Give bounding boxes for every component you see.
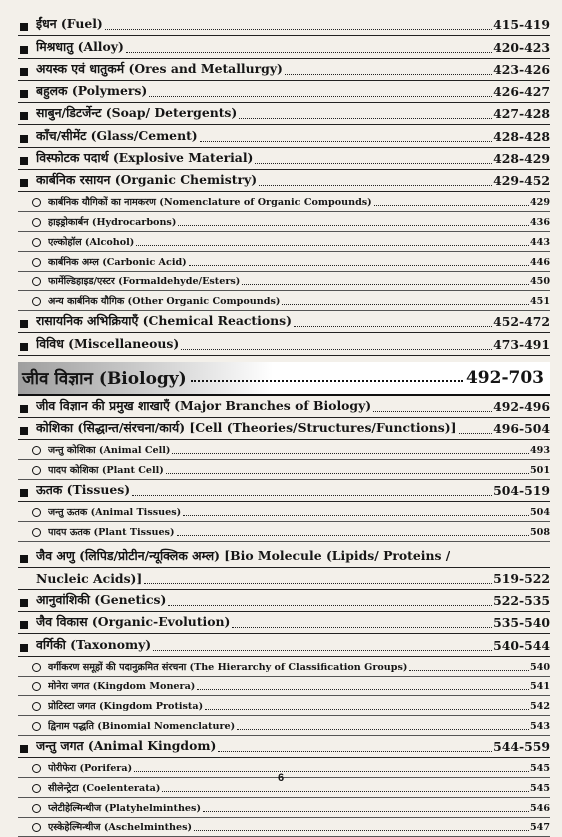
bullet-square-icon [20, 405, 36, 417]
leader-dots [194, 829, 529, 831]
bullet-circle-icon [32, 198, 48, 211]
entry-page: 542 [529, 701, 550, 713]
leader-dots [285, 73, 492, 75]
toc-subentry [18, 798, 550, 818]
toc-subentry [18, 522, 550, 542]
entry-title: साबुन/डिटर्जेन्ट (Soap/ Detergents) [36, 105, 238, 121]
entry-page: 450 [529, 276, 550, 288]
entry-title: वर्गिकी (Taxonomy) [36, 636, 152, 652]
entry-title: जैव विकास (Organic-Evolution) [36, 614, 231, 630]
toc-subentry [18, 716, 550, 736]
bullet-circle-icon [32, 663, 48, 676]
bullet-square-icon [20, 157, 36, 169]
leader-dots [132, 494, 492, 496]
toc-subentry [18, 272, 550, 292]
entry-page: 535-540 [493, 615, 550, 631]
entry-page: 427-428 [493, 106, 550, 122]
toc-subentry [18, 440, 550, 460]
bullet-square-icon [20, 135, 36, 147]
entry-title: जैव अणु (लिपिड/प्रोटीन/न्यूक्लिक अम्ल) [Bio Molecule (Lipids/ Proteins / [36, 547, 451, 563]
entry-title: कार्बनिक रसायन (Organic Chemistry) [36, 172, 258, 188]
toc-entry [18, 14, 550, 36]
entry-page: 504-519 [493, 483, 550, 499]
leader-dots [183, 514, 529, 516]
leader-dots [239, 117, 492, 119]
entry-title: विविध (Miscellaneous) [36, 335, 180, 351]
toc-subentry [18, 232, 550, 252]
entry-title: बहुलक (Polymers) [36, 83, 148, 99]
bullet-square-icon [20, 320, 36, 332]
entry-title: अन्य कार्बनिक यौगिक (Other Organic Compounds) [48, 296, 281, 308]
leader-dots [203, 810, 529, 812]
entry-title: कार्बनिक यौगिकों का नामकरण (Nomenclature of Organic Compounds) [48, 197, 372, 209]
toc-subentry [18, 460, 550, 480]
leader-dots [168, 604, 492, 606]
entry-page: 547 [529, 822, 550, 834]
entry-page: 429-452 [493, 173, 550, 189]
leader-dots [166, 472, 529, 474]
toc-entry [18, 81, 550, 103]
bullet-square-icon [20, 745, 36, 757]
bullet-square-icon [20, 46, 36, 58]
toc-entry [18, 125, 550, 147]
entry-page: 540-544 [493, 637, 550, 653]
entry-title: ईंधन (Fuel) [36, 16, 103, 32]
entry-page: 496-504 [493, 421, 550, 437]
bullet-square-icon [20, 599, 36, 611]
toc-subentry [18, 502, 550, 522]
entry-page: 423-426 [493, 61, 550, 77]
leader-dots [178, 224, 529, 226]
toc-entry [18, 311, 550, 333]
entry-page: 429 [529, 197, 550, 209]
entry-title: पादप ऊतक (Plant Tissues) [48, 526, 175, 538]
bullet-square-icon [20, 112, 36, 124]
entry-page: 519-522 [493, 570, 550, 586]
bullet-circle-icon [32, 804, 48, 817]
toc-subentry [18, 192, 550, 212]
toc-entry [18, 103, 550, 125]
entry-title: फार्मेल्डिहाइड/एस्टर (Formaldehyde/Esters) [48, 276, 241, 288]
bullet-circle-icon [32, 508, 48, 521]
leader-dots [200, 140, 492, 142]
leader-dots [218, 750, 492, 752]
bullet-square-icon [20, 621, 36, 633]
entry-page: 543 [529, 720, 550, 732]
entry-title: Nucleic Acids)] [36, 570, 143, 586]
toc-entry [18, 612, 550, 634]
section-heading [18, 362, 550, 396]
bullet-circle-icon [32, 238, 48, 251]
entry-title: पादप कोशिका (Plant Cell) [48, 464, 164, 476]
leader-dots [189, 264, 529, 266]
entry-title: मिश्रधातु (Alloy) [36, 38, 124, 54]
entry-title: एल्कोहॉल (Alcohol) [48, 236, 135, 248]
entry-page: 436 [529, 216, 550, 228]
bullet-circle-icon [32, 258, 48, 271]
entry-page: 428-428 [493, 128, 550, 144]
entry-page: 545 [529, 782, 550, 794]
bullet-circle-icon [32, 218, 48, 231]
entry-page: 428-429 [493, 151, 550, 167]
toc-subentry [18, 212, 550, 232]
entry-title: ऊतक (Tissues) [36, 482, 131, 498]
entry-title: आनुवांशिकी (Genetics) [36, 592, 167, 608]
bullet-circle-icon [32, 446, 48, 459]
toc-entry [18, 480, 550, 502]
entry-page: 426-427 [493, 84, 550, 100]
entry-title: जन्तु ऊतक (Animal Tissues) [48, 507, 182, 519]
toc-entry [18, 148, 550, 170]
bullet-square-icon [20, 427, 36, 439]
bullet-square-icon [20, 343, 36, 355]
leader-dots [136, 244, 529, 246]
entry-title: जन्तु कोशिका (Animal Cell) [48, 445, 171, 457]
bullet-square-icon [20, 90, 36, 102]
entry-title: पोरीफेरा (Porifera) [48, 763, 133, 774]
toc-subentry [18, 291, 550, 311]
entry-page: 545 [529, 763, 550, 774]
bullet-square-icon [20, 644, 36, 656]
toc-entry [18, 590, 550, 612]
entry-page: 522-535 [493, 593, 550, 609]
leader-dots [191, 379, 463, 382]
entry-title: हाइड्रोकार्बन (Hydrocarbons) [48, 216, 177, 228]
entry-title: मोनेरा जगत (Kingdom Monera) [48, 681, 196, 693]
leader-dots [197, 688, 529, 690]
bullet-circle-icon [32, 297, 48, 310]
entry-title: प्रोटिस्टा जगत (Kingdom Protista) [48, 701, 204, 713]
leader-dots [105, 28, 492, 30]
entry-title: रासायनिक अभिक्रियाएँ (Chemical Reactions) [36, 313, 292, 329]
toc-entry [18, 59, 550, 81]
bullet-circle-icon [32, 784, 48, 797]
entry-title: कोशिका (सिद्धान्त/संरचना/कार्य) [Cell (Theories/Structures/Functions)] [36, 420, 457, 436]
leader-dots [374, 204, 529, 206]
entry-page: 473-491 [493, 336, 550, 352]
entry-page: 546 [529, 802, 550, 814]
entry-page: 540 [529, 661, 550, 673]
entry-title: जीव विज्ञान की प्रमुख शाखाएँ (Major Branches of Biology) [36, 398, 372, 414]
bullet-square-icon [20, 555, 36, 567]
toc-subentry [18, 696, 550, 716]
leader-dots [177, 534, 529, 536]
toc-subentry [18, 818, 550, 837]
entry-page: 544-559 [493, 739, 550, 755]
leader-dots [144, 582, 492, 584]
leader-dots [255, 162, 492, 164]
bullet-circle-icon [32, 823, 48, 836]
leader-dots [242, 283, 529, 285]
entry-title: द्विनाम पद्धति (Binomial Nomenclature) [48, 720, 236, 732]
entry-page: 508 [529, 526, 550, 538]
table-of-contents [18, 14, 550, 837]
toc-subentry [18, 252, 550, 272]
entry-page: 443 [529, 236, 550, 248]
entry-page: 446 [529, 256, 550, 268]
entry-page: 451 [529, 296, 550, 308]
leader-dots [149, 95, 492, 97]
entry-title: काँच/सीमेंट (Glass/Cement) [36, 127, 198, 143]
entry-title: कार्बनिक अम्ल (Carbonic Acid) [48, 256, 187, 268]
bullet-circle-icon [32, 722, 48, 735]
leader-dots [232, 626, 492, 628]
toc-entry [18, 170, 550, 192]
entry-page: 420-423 [493, 39, 550, 55]
entry-title: वर्गीकरण समूहों की पदानुक्रमित संरचना (The Hierarchy of Classification Groups) [48, 661, 408, 673]
toc-entry [18, 568, 550, 590]
toc-entry [18, 736, 550, 758]
page-number: 6 [277, 772, 285, 784]
leader-dots [153, 649, 492, 651]
bullet-circle-icon [32, 702, 48, 715]
toc-subentry [18, 677, 550, 697]
entry-page: 501 [529, 464, 550, 476]
leader-dots [459, 432, 493, 434]
leader-dots [282, 303, 529, 305]
entry-title: एस्केहेल्मिन्थीज (Aschelminthes) [48, 822, 193, 834]
toc-subentry [18, 657, 550, 677]
entry-page: 541 [529, 681, 550, 693]
entry-title: विस्फोटक पदार्थ (Explosive Material) [36, 150, 254, 166]
entry-title: जन्तु जगत (Animal Kingdom) [36, 738, 217, 754]
bullet-circle-icon [32, 528, 48, 541]
bullet-circle-icon [32, 682, 48, 695]
toc-entry [18, 542, 550, 568]
toc-entry [18, 418, 550, 440]
leader-dots [162, 790, 529, 792]
leader-dots [205, 708, 529, 710]
toc-entry [18, 36, 550, 58]
toc-entry [18, 396, 550, 418]
bullet-circle-icon [32, 466, 48, 479]
entry-title: प्लेटीहेल्मिन्थीज (Platyhelminthes) [48, 802, 201, 814]
leader-dots [172, 452, 529, 454]
entry-title: सीलेन्ट्रेटा (Coelenterata) [48, 782, 161, 794]
bullet-square-icon [20, 68, 36, 80]
leader-dots [259, 184, 492, 186]
toc-entry [18, 634, 550, 656]
bullet-circle-icon [32, 277, 48, 290]
toc-entry [18, 333, 550, 355]
bullet-square-icon [20, 489, 36, 501]
entry-page: 492-496 [493, 399, 550, 415]
bullet-square-icon [20, 179, 36, 191]
entry-page: 415-419 [493, 17, 550, 33]
leader-dots [409, 669, 529, 671]
entry-page: 504 [529, 507, 550, 519]
leader-dots [126, 51, 492, 53]
bullet-square-icon [20, 23, 36, 35]
entry-title: अयस्क एवं धातुकर्म (Ores and Metallurgy) [36, 60, 283, 76]
leader-dots [294, 325, 492, 327]
heading-page-range: 492-703 [465, 367, 544, 388]
leader-dots [181, 348, 492, 350]
entry-page: 493 [529, 445, 550, 457]
leader-dots [237, 728, 529, 730]
leader-dots [373, 410, 492, 412]
entry-page: 452-472 [493, 314, 550, 330]
heading-title: जीव विज्ञान (Biology) [22, 369, 187, 390]
